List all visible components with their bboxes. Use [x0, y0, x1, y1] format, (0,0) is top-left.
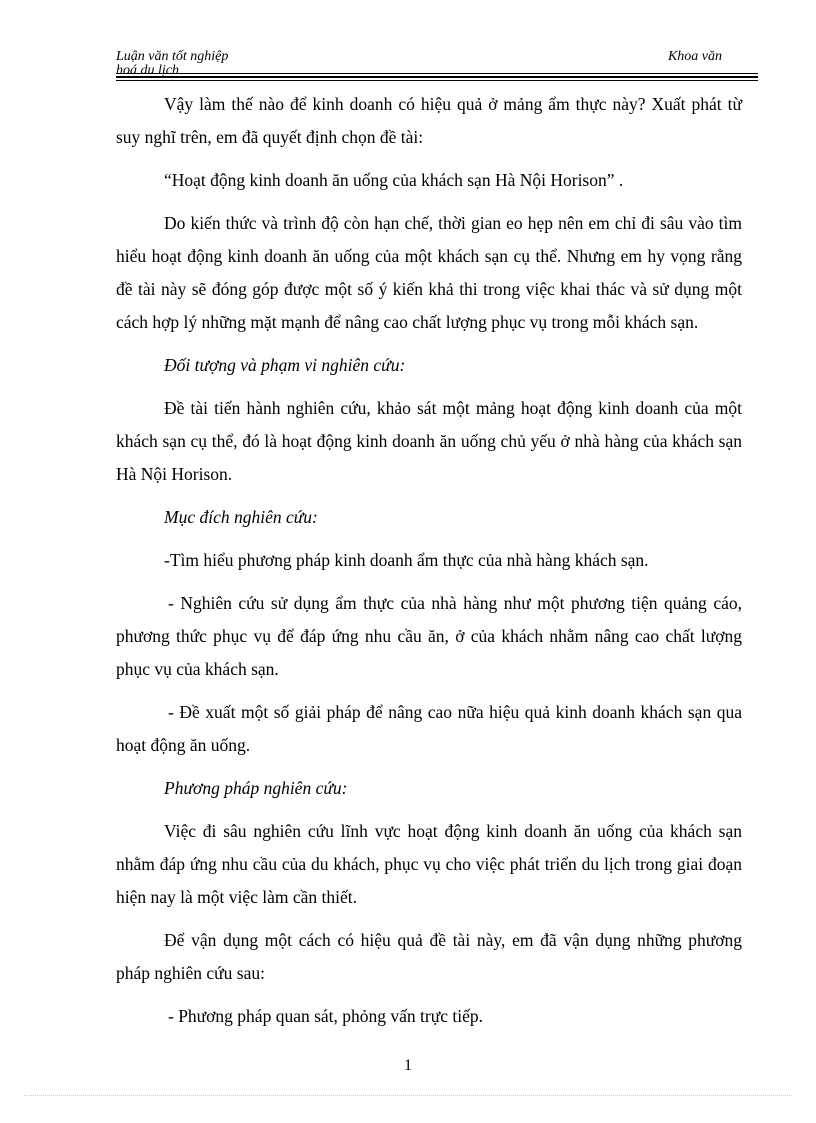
header-left-line2: hoá du lịch [116, 63, 179, 78]
paragraph-intro: Vậy làm thế nào để kinh doanh có hiệu quả ở mảng ẩm thực này? Xuất phát từ suy nghĩ trên, em đã quyết định chọn đề tài: [116, 94, 742, 147]
page-header [116, 50, 758, 84]
paragraph-purpose-3: - Đề xuất một số giải pháp để nâng cao nữa hiệu quả kinh doanh khách sạn qua hoạt động ăn uống. [116, 702, 742, 755]
heading-purpose: Mục đích nghiên cứu: [164, 507, 318, 527]
header-rule-bottom [116, 80, 758, 81]
footer-dotted-line [24, 1095, 792, 1096]
paragraph-scope-note: Do kiến thức và trình độ còn hạn chế, thời gian eo hẹp nên em chỉ đi sâu vào tìm hiểu hoạt động kinh doanh ăn uống của một khách sạn cụ thể. Nhưng em hy vọng rằng đề tài này sẽ đóng góp được một số ý kiến khả thi trong việc khai thác và sử dụng một cách hợp lý những mặt mạnh để nâng cao chất lượng phục vụ trong mỗi khách sạn. [116, 213, 742, 332]
paragraph-subject-scope: Đề tài tiến hành nghiên cứu, khảo sát một mảng hoạt động kinh doanh của một khách sạn cụ thể, đó là hoạt động kinh doanh ăn uống chủ yếu ở nhà hàng của khách sạn Hà Nội Horison. [116, 398, 742, 484]
heading-subject-scope: Đối tượng và phạm vi nghiên cứu: [164, 355, 406, 375]
paragraph-method-1: Việc đi sâu nghiên cứu lĩnh vực hoạt động kinh doanh ăn uống của khách sạn nhằm đáp ứng nhu cầu của du khách, phục vụ cho việc phát triển du lịch trong giai đoạn hiện nay là một việc làm cần thiết. [116, 821, 742, 907]
paragraph-method-3: - Phương pháp quan sát, phỏng vấn trực tiếp. [168, 1006, 483, 1026]
header-left-line1: Luận văn tốt nghiệp [116, 49, 229, 64]
paragraph-purpose-1: -Tìm hiểu phương pháp kinh doanh ẩm thực của nhà hàng khách sạn. [164, 550, 649, 570]
paragraph-purpose-2: - Nghiên cứu sử dụng ẩm thực của nhà hàng như một phương tiện quảng cáo, phương thức phục vụ để đáp ứng nhu cầu ăn, ở của khách nhằm nâng cao chất lượng phục vụ của khách sạn. [116, 593, 742, 679]
paragraph-method-2: Để vận dụng một cách có hiệu quả đề tài này, em đã vận dụng những phương pháp nghiên cứu sau: [116, 930, 742, 983]
body-text [116, 88, 742, 1043]
page-number: 1 [404, 1057, 412, 1074]
header-right: Khoa văn [667, 49, 722, 64]
paragraph-topic: “Hoạt động kinh doanh ăn uống của khách sạn Hà Nội Horison” . [164, 170, 624, 190]
header-rule-top [116, 73, 758, 74]
header-rule-middle [116, 76, 758, 78]
heading-method: Phương pháp nghiên cứu: [164, 778, 348, 798]
